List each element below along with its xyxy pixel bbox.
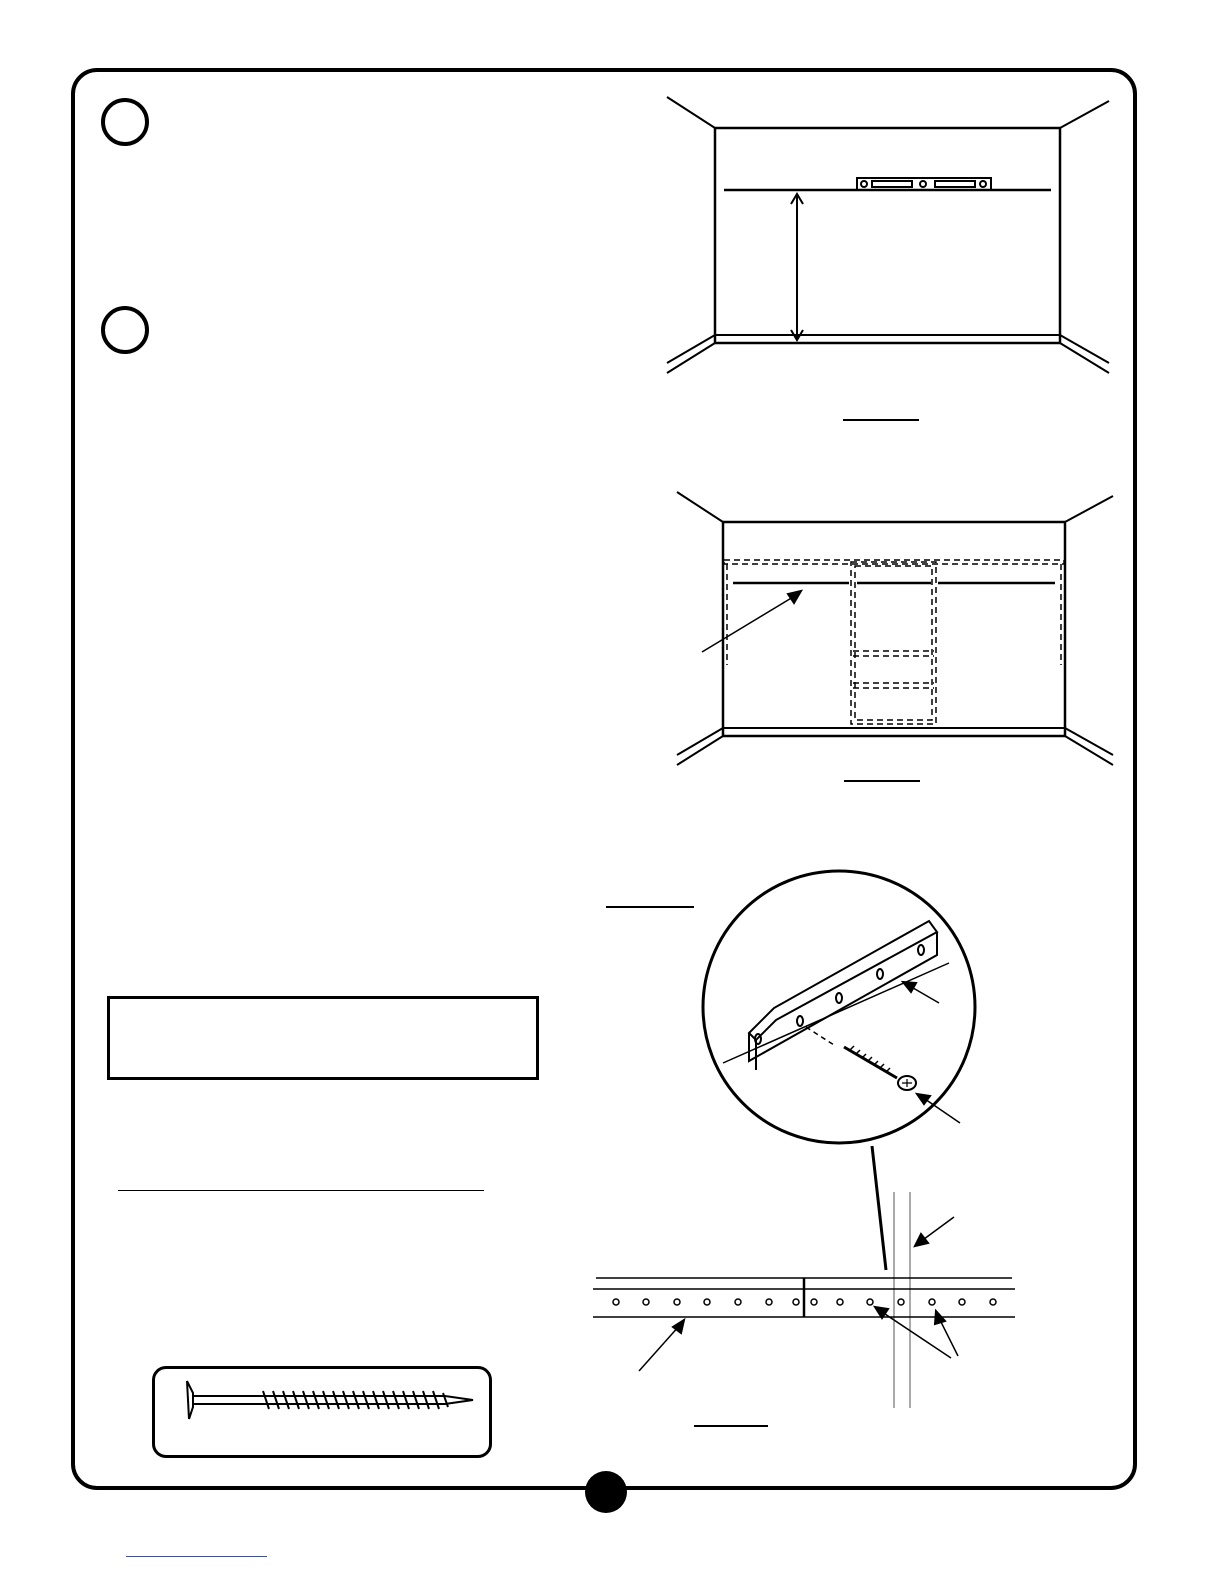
figure-3-detail bbox=[703, 871, 975, 1270]
level-icon bbox=[857, 178, 991, 190]
screw-icon bbox=[844, 1046, 916, 1090]
arrow-icon bbox=[903, 982, 916, 992]
figure-2-pointer bbox=[702, 594, 798, 652]
figure-2-closet-layout bbox=[677, 492, 1113, 765]
figure-4-rail bbox=[593, 1192, 1015, 1408]
arrow-icon bbox=[788, 591, 801, 603]
figure-1-room-level bbox=[667, 97, 1109, 373]
arrow-icon bbox=[917, 1094, 930, 1104]
arrow-icon bbox=[915, 1234, 928, 1246]
